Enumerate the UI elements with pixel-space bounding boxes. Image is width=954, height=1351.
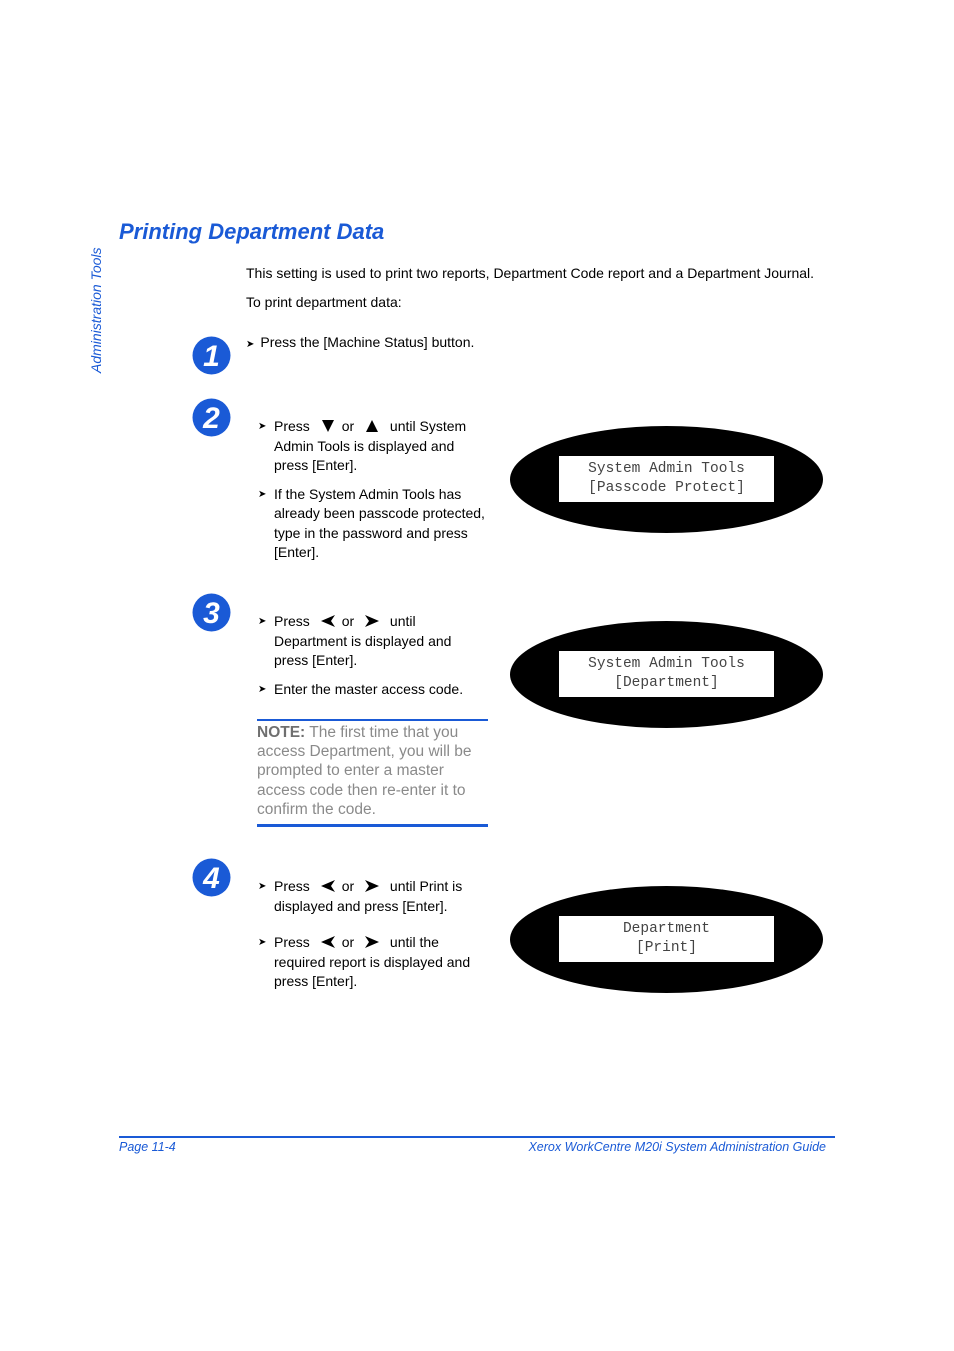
display-panel-print <box>510 886 823 993</box>
page-title: Printing Department Data <box>119 219 385 244</box>
step-2-number: 2 <box>203 402 220 435</box>
press-label: Press <box>274 878 310 894</box>
left-arrow-icon <box>320 614 336 628</box>
bullet-arrow-icon: ➤ <box>258 881 267 892</box>
lcd-line-2: [Department] <box>614 675 719 691</box>
or-label: or <box>341 418 355 434</box>
step-1-number: 1 <box>203 340 220 373</box>
step-3-instructions <box>258 612 488 708</box>
or-label: or <box>341 878 355 894</box>
bullet-arrow-icon: ➤ <box>258 421 267 432</box>
right-arrow-icon <box>364 614 380 628</box>
display-panel-department <box>510 621 823 728</box>
note-label: NOTE: <box>257 724 306 741</box>
lcd-line-2: [Print] <box>636 940 697 956</box>
footer-guide-title: Xerox WorkCentre M20i System Administration Guide <box>528 1140 826 1154</box>
side-tab-label: Administration Tools <box>88 247 104 373</box>
lcd-screen <box>559 651 774 697</box>
up-arrow-icon <box>364 419 380 433</box>
step-3-number: 3 <box>203 597 220 630</box>
side-tab <box>86 225 106 375</box>
footer-rule <box>119 1136 835 1138</box>
lcd-line-2: [Passcode Protect] <box>588 480 745 496</box>
step-3-text-1: until Department is displayed and press [Enter]. <box>274 613 452 668</box>
step-4-text-2: until the required report is displayed and press [Enter]. <box>274 934 471 989</box>
left-arrow-icon <box>320 879 336 893</box>
list-item <box>258 485 488 563</box>
or-label: or <box>341 934 355 950</box>
bullet-arrow-icon: ➤ <box>258 488 267 500</box>
display-panel-passcode <box>510 426 823 533</box>
step-1-badge <box>192 336 231 375</box>
lcd-line-1: System Admin Tools <box>588 656 745 672</box>
step-2-badge <box>192 398 231 437</box>
step-4-badge <box>192 858 231 897</box>
left-arrow-icon <box>320 935 336 949</box>
bullet-arrow-icon: ➤ <box>258 937 267 948</box>
step-4-number: 4 <box>203 862 220 895</box>
step-2-text-2: If the System Admin Tools has already been passcode protected, type in the password and press [Enter]. <box>274 485 485 560</box>
bullet-arrow-icon: ➤ <box>258 616 267 627</box>
intro-text: This setting is used to print two reports, Department Code report and a Department Journal. <box>246 265 815 281</box>
or-label: or <box>341 613 355 629</box>
list-item <box>258 680 488 700</box>
step-3-text-2: Enter the master access code. <box>274 680 464 697</box>
lcd-line-1: Department <box>622 921 710 937</box>
step-4-text-1: until Print is displayed and press [Enter]. <box>274 878 463 914</box>
right-arrow-icon <box>364 935 380 949</box>
down-arrow-icon <box>320 419 336 433</box>
list-item <box>258 877 488 916</box>
intro-lead: To print department data: <box>246 294 402 310</box>
lcd-screen <box>559 916 774 962</box>
step-2-instructions <box>258 417 488 572</box>
step-1-text: Press the [Machine Status] button. <box>260 334 475 350</box>
note-box <box>257 719 488 827</box>
step-2-text-1: until System Admin Tools is displayed and press [Enter]. <box>274 418 467 473</box>
lcd-screen <box>559 456 774 502</box>
list-item <box>258 933 488 992</box>
step-3-badge <box>192 593 231 632</box>
bullet-arrow-icon: ➤ <box>258 683 267 695</box>
list-item <box>258 417 488 476</box>
press-label: Press <box>274 418 310 434</box>
press-label: Press <box>274 613 310 629</box>
footer-page-number: Page 11-4 <box>119 1140 176 1154</box>
right-arrow-icon <box>364 879 380 893</box>
note-text: The first time that you access Department, you will be prompted to enter a master access code then re-enter it to confirm the code. <box>257 724 472 818</box>
press-label: Press <box>274 934 310 950</box>
step-4-instructions <box>258 877 488 1001</box>
lcd-line-1: System Admin Tools <box>588 461 745 477</box>
bullet-arrow-icon: ➤ <box>246 339 255 350</box>
list-item <box>258 612 488 671</box>
step-1-instruction <box>246 333 474 354</box>
